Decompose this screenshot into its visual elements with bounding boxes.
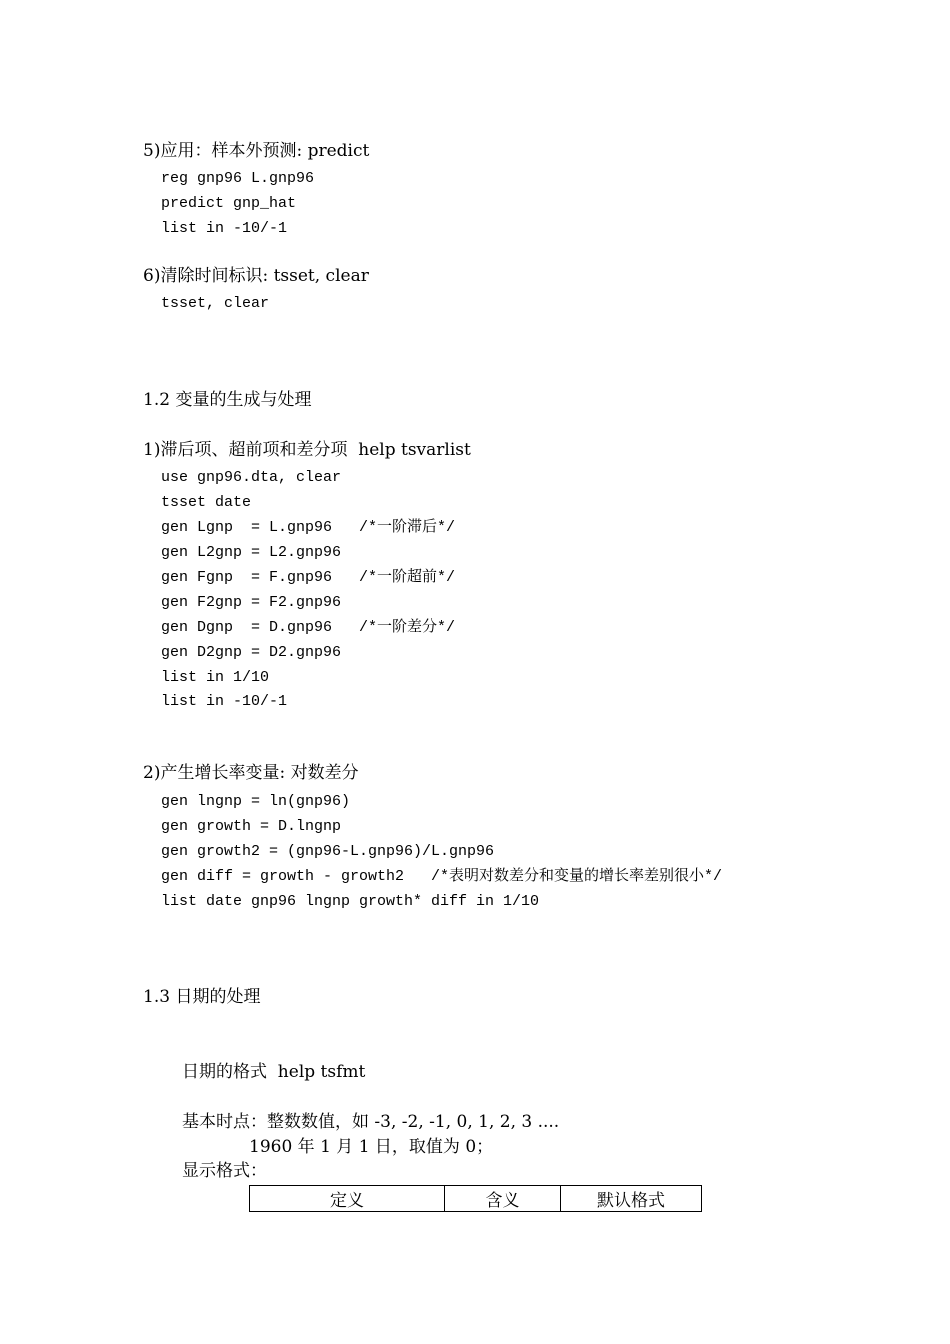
code-line: tsset, clear [161, 295, 270, 312]
code-line: list in 1/10 [161, 669, 270, 686]
section-5-heading: 5)应用：样本外预测: predict [143, 141, 370, 161]
code-line: gen growth = D.lngnp [161, 818, 342, 835]
date-format-heading: 日期的格式 help tsfmt [182, 1062, 366, 1082]
subsection-2-heading: 2)产生增长率变量: 对数差分 [143, 763, 359, 783]
section-6-heading: 6)清除时间标识: tsset, clear [143, 266, 369, 286]
code-line: gen Dgnp = D.gnp96 /*一阶差分*/ [161, 619, 456, 636]
code-line: gen D2gnp = D2.gnp96 [161, 644, 342, 661]
code-line: gen diff = growth - growth2 /*表明对数差分和变量的增长率差别很小*/ [161, 868, 723, 885]
code-line: list in -10/-1 [161, 693, 288, 710]
code-line: gen L2gnp = L2.gnp96 [161, 544, 342, 561]
code-line: predict gnp_hat [161, 195, 297, 212]
table-header-cell: 默认格式 [561, 1186, 702, 1212]
table-header-cell: 定义 [250, 1186, 445, 1212]
subsection-1-heading: 1)滞后项、超前项和差分项 help tsvarlist [143, 440, 471, 460]
section-1-2-title: 1.2 变量的生成与处理 [143, 390, 312, 410]
table-header-cell: 含义 [445, 1186, 561, 1212]
code-line: gen Lgnp = L.gnp96 /*一阶滞后*/ [161, 519, 456, 536]
base-time-note: 1960 年 1 月 1 日，取值为 0； [249, 1137, 494, 1157]
section-1-3-title: 1.3 日期的处理 [143, 987, 261, 1007]
code-line: list in -10/-1 [161, 220, 288, 237]
code-line: gen lngnp = ln(gnp96) [161, 793, 351, 810]
code-line: gen F2gnp = F2.gnp96 [161, 594, 342, 611]
base-time-text: 基本时点：整数数值，如 -3, -2, -1, 0, 1, 2, 3 .... [182, 1112, 560, 1132]
code-line: list date gnp96 lngnp growth* diff in 1/10 [161, 893, 540, 910]
code-line: tsset date [161, 494, 252, 511]
code-line: gen Fgnp = F.gnp96 /*一阶超前*/ [161, 569, 456, 586]
code-line: reg gnp96 L.gnp96 [161, 170, 315, 187]
code-line: use gnp96.dta, clear [161, 469, 342, 486]
table-header-row [250, 1186, 702, 1212]
date-format-table [249, 1185, 702, 1212]
code-line: gen growth2 = (gnp96-L.gnp96)/L.gnp96 [161, 843, 495, 860]
display-format-label: 显示格式： [182, 1161, 267, 1181]
